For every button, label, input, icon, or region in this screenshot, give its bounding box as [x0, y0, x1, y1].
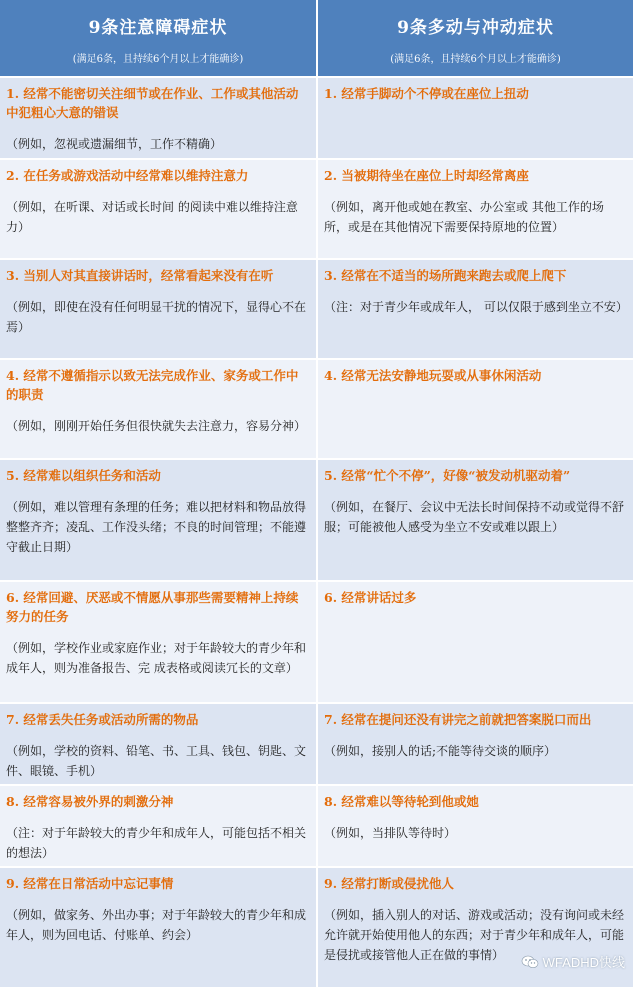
symptom-heading: 8. 经常容易被外界的刺激分神 — [6, 794, 174, 809]
symptom-heading: 4. 经常不遵循指示以致无法完成作业、家务或工作中的职责 — [6, 368, 299, 402]
symptom-heading: 3. 经常在不适当的场所跑来跑去或爬上爬下 — [324, 268, 567, 283]
hyperactivity-symptom-5 — [318, 460, 633, 580]
hyperactivity-symptom-1 — [318, 78, 633, 158]
inattention-symptom-5 — [0, 460, 316, 580]
symptom-heading: 1. 经常不能密切关注细节或在作业、工作或其他活动中犯粗心大意的错误 — [6, 86, 299, 120]
inattention-symptom-6 — [0, 582, 316, 702]
symptom-heading: 5. 经常“忙个不停”，好像“被发动机驱动着” — [324, 468, 571, 483]
symptom-heading: 4. 经常无法安静地玩耍或从事休闲活动 — [324, 368, 542, 383]
symptom-example: （例如，刚刚开始任务但很快就失去注意力，容易分神） — [6, 419, 307, 433]
symptom-heading: 5. 经常难以组织任务和活动 — [6, 468, 161, 483]
symptom-example: （例如，当排队等待时） — [324, 826, 457, 840]
hyperactivity-symptom-8 — [318, 786, 633, 866]
symptom-example: （例如，在餐厅、会议中无法长时间保持不动或觉得不舒服；可能被他人感受为坐立不安或难以跟上） — [324, 500, 625, 534]
symptom-heading: 2. 在任务或游戏活动中经常难以维持注意力 — [6, 168, 249, 183]
symptom-example: （例如，接别人的话;不能等待交谈的顺序） — [324, 744, 557, 758]
symptom-example: （例如，做家务、外出办事；对于年龄较大的青少年和成年人，则为回电话、付账单、约会） — [6, 908, 307, 942]
inattention-symptom-2 — [0, 160, 316, 258]
symptom-example: （例如，在听课、对话或长时间 的阅读中难以维持注意力） — [6, 200, 298, 234]
header-hyperactivity-title: 9条多动与冲动症状 — [397, 18, 554, 38]
inattention-symptom-7 — [0, 704, 316, 784]
inattention-symptom-8 — [0, 786, 316, 866]
symptom-heading: 6. 经常回避、厌恶或不情愿从事那些需要精神上持续努力的任务 — [6, 590, 299, 624]
hyperactivity-symptom-3 — [318, 260, 633, 358]
hyperactivity-symptom-6 — [318, 582, 633, 702]
hyperactivity-symptom-7 — [318, 704, 633, 784]
header-inattention-title: 9条注意障碍症状 — [88, 18, 228, 38]
symptom-heading: 2. 当被期待坐在座位上时却经常离座 — [324, 168, 529, 183]
inattention-symptom-3 — [0, 260, 316, 358]
symptom-heading: 7. 经常丢失任务或活动所需的物品 — [6, 712, 199, 727]
symptom-example: （例如，离开他或她在教室、办公室或 其他工作的场所，或是在其他情况下需要保持原地的位置） — [324, 200, 604, 234]
watermark-text: WFADHD快线 — [542, 955, 625, 970]
symptom-heading: 1. 经常手脚动个不停或在座位上扭动 — [324, 86, 529, 101]
wechat-icon — [521, 955, 539, 969]
symptom-example: （例如，插入别人的对话、游戏或活动；没有询问或未经允许就开始使用他人的东西；对于青少年和成年人，可能是侵扰或接管他人正在做的事情） — [324, 908, 625, 962]
symptom-heading: 7. 经常在提问还没有讲完之前就把答案脱口而出 — [324, 712, 592, 727]
header-hyperactivity-subtitle: (满足6条，且持续6个月以上才能确诊) — [390, 54, 561, 65]
symptom-heading: 6. 经常讲话过多 — [324, 590, 417, 605]
symptom-heading: 9. 经常打断或侵扰他人 — [324, 876, 454, 891]
symptom-heading: 8. 经常难以等待轮到他或她 — [324, 794, 479, 809]
inattention-symptom-9 — [0, 868, 316, 987]
symptom-example: （例如，学校的资料、铅笔、书、工具、钱包、钥匙、文件、眼镜、手机） — [6, 744, 307, 778]
symptom-example: （例如，难以管理有条理的任务；难以把材料和物品放得整整齐齐；凌乱、工作没头绪；不良的时间管理；不能遵守截止日期） — [6, 500, 307, 554]
hyperactivity-symptom-2 — [318, 160, 633, 258]
inattention-symptom-4 — [0, 360, 316, 458]
watermark — [521, 952, 625, 971]
inattention-symptom-1 — [0, 78, 316, 158]
hyperactivity-symptom-4 — [318, 360, 633, 458]
header-inattention — [0, 0, 316, 76]
symptom-example: （例如，忽视或遗漏细节，工作不精确） — [6, 137, 223, 151]
symptom-heading: 9. 经常在日常活动中忘记事情 — [6, 876, 174, 891]
symptom-example: （注：对于青少年或成年人， 可以仅限于感到坐立不安） — [324, 300, 628, 314]
symptom-heading: 3. 当别人对其直接讲话时，经常看起来没有在听 — [6, 268, 274, 283]
symptom-example: （注：对于年龄较大的青少年和成年人，可能包括不相关的想法） — [6, 826, 307, 860]
header-inattention-subtitle: (满足6条，且持续6个月以上才能确诊) — [72, 54, 244, 65]
header-hyperactivity — [318, 0, 633, 76]
symptom-example: （例如，即使在没有任何明显干扰的情况下，显得心不在焉） — [6, 300, 307, 334]
column-divider — [316, 0, 318, 987]
symptom-example: （例如，学校作业或家庭作业；对于年龄较大的青少年和成年人，则为准备报告、完 成表格或阅读冗长的文章） — [6, 641, 307, 675]
